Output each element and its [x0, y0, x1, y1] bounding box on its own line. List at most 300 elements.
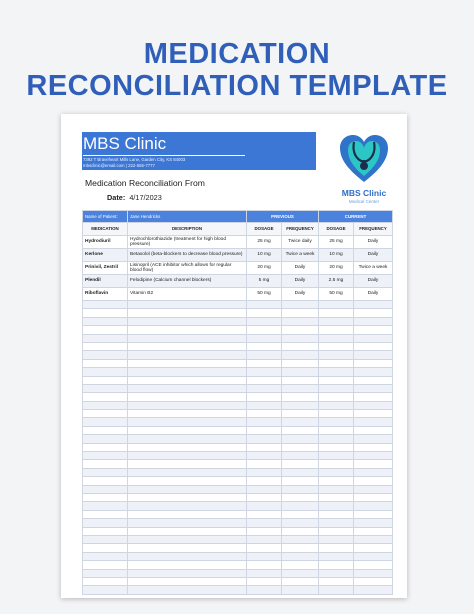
empty-cell[interactable] — [83, 577, 128, 585]
clinic-name: MBS Clinic — [83, 134, 167, 153]
empty-row — [83, 527, 393, 535]
empty-row — [83, 535, 393, 543]
empty-row — [83, 326, 393, 334]
empty-cell[interactable] — [354, 510, 393, 518]
empty-cell[interactable] — [128, 317, 247, 325]
empty-row — [83, 443, 393, 451]
empty-cell[interactable] — [282, 334, 319, 342]
empty-cell[interactable] — [319, 368, 354, 376]
empty-cell[interactable] — [247, 468, 282, 476]
description-cell[interactable]: Felodipine (Calcium channel blockers) — [128, 275, 247, 288]
empty-cell[interactable] — [83, 317, 128, 325]
empty-cell[interactable] — [247, 309, 282, 317]
empty-cell[interactable] — [354, 544, 393, 552]
empty-cell[interactable] — [128, 351, 247, 359]
empty-cell[interactable] — [83, 468, 128, 476]
empty-cell[interactable] — [128, 493, 247, 501]
empty-cell[interactable] — [354, 309, 393, 317]
empty-cell[interactable] — [354, 552, 393, 560]
empty-cell[interactable] — [282, 561, 319, 569]
empty-cell[interactable] — [128, 334, 247, 342]
empty-row — [83, 544, 393, 552]
empty-cell[interactable] — [83, 502, 128, 510]
empty-row — [83, 410, 393, 418]
empty-cell[interactable] — [128, 552, 247, 560]
empty-cell[interactable] — [247, 535, 282, 543]
empty-cell[interactable] — [83, 393, 128, 401]
table-row — [83, 262, 393, 275]
empty-cell[interactable] — [247, 544, 282, 552]
empty-cell[interactable] — [83, 452, 128, 460]
empty-cell[interactable] — [354, 535, 393, 543]
empty-row — [83, 418, 393, 426]
empty-cell[interactable] — [83, 359, 128, 367]
empty-cell[interactable] — [128, 309, 247, 317]
empty-cell[interactable] — [128, 359, 247, 367]
empty-cell[interactable] — [354, 418, 393, 426]
empty-cell[interactable] — [83, 342, 128, 350]
empty-cell[interactable] — [83, 460, 128, 468]
empty-cell[interactable] — [247, 334, 282, 342]
empty-cell[interactable] — [247, 452, 282, 460]
empty-cell[interactable] — [282, 535, 319, 543]
empty-cell[interactable] — [128, 519, 247, 527]
empty-row — [83, 376, 393, 384]
logo-subtitle: Medical Center — [348, 199, 380, 204]
previous-header: PREVIOUS — [247, 211, 319, 223]
empty-cell[interactable] — [128, 544, 247, 552]
empty-cell[interactable] — [319, 342, 354, 350]
empty-cell[interactable] — [83, 401, 128, 409]
empty-cell[interactable] — [354, 317, 393, 325]
empty-cell[interactable] — [83, 552, 128, 560]
empty-cell[interactable] — [282, 544, 319, 552]
empty-cell[interactable] — [247, 586, 282, 594]
empty-cell[interactable] — [247, 569, 282, 577]
empty-cell[interactable] — [83, 368, 128, 376]
empty-cell[interactable] — [282, 493, 319, 501]
empty-cell[interactable] — [282, 351, 319, 359]
curr-dosage-cell[interactable]: 50 mg — [319, 288, 354, 301]
empty-cell[interactable] — [247, 426, 282, 434]
medication-cell[interactable]: Riboflavin — [83, 288, 128, 301]
curr-dosage-cell[interactable]: 2.5 mg — [319, 275, 354, 288]
empty-cell[interactable] — [319, 301, 354, 309]
empty-cell[interactable] — [247, 435, 282, 443]
table-row — [83, 236, 393, 249]
empty-cell[interactable] — [319, 485, 354, 493]
empty-row — [83, 351, 393, 359]
empty-cell[interactable] — [247, 384, 282, 392]
empty-cell[interactable] — [319, 418, 354, 426]
empty-row — [83, 519, 393, 527]
empty-cell[interactable] — [247, 376, 282, 384]
empty-cell[interactable] — [128, 460, 247, 468]
empty-cell[interactable] — [282, 326, 319, 334]
empty-cell[interactable] — [354, 569, 393, 577]
curr-dosage-cell[interactable]: 10 mg — [319, 249, 354, 262]
medication-cell[interactable]: Prinivil, Zestril — [83, 262, 128, 275]
column-header-row — [83, 223, 393, 236]
empty-row — [83, 301, 393, 309]
empty-cell[interactable] — [282, 317, 319, 325]
empty-cell[interactable] — [83, 535, 128, 543]
empty-cell[interactable] — [282, 468, 319, 476]
empty-cell[interactable] — [128, 418, 247, 426]
clinic-address: 7392 T Braveheart Mills Lane, Garden City, KS 84003 — [83, 157, 186, 162]
empty-cell[interactable] — [247, 443, 282, 451]
empty-cell[interactable] — [282, 519, 319, 527]
empty-cell[interactable] — [128, 510, 247, 518]
empty-row — [83, 485, 393, 493]
empty-cell[interactable] — [319, 561, 354, 569]
prev-frequency-cell[interactable]: Daily — [282, 275, 319, 288]
empty-row — [83, 502, 393, 510]
empty-cell[interactable] — [319, 510, 354, 518]
empty-cell[interactable] — [128, 435, 247, 443]
empty-cell[interactable] — [128, 384, 247, 392]
empty-cell[interactable] — [282, 301, 319, 309]
empty-cell[interactable] — [83, 527, 128, 535]
empty-cell[interactable] — [282, 435, 319, 443]
empty-cell[interactable] — [247, 393, 282, 401]
banner-divider — [83, 155, 245, 156]
empty-cell[interactable] — [282, 443, 319, 451]
empty-cell[interactable] — [247, 519, 282, 527]
empty-cell[interactable] — [247, 527, 282, 535]
empty-cell[interactable] — [354, 493, 393, 501]
empty-cell[interactable] — [319, 326, 354, 334]
empty-cell[interactable] — [247, 502, 282, 510]
empty-cell[interactable] — [247, 460, 282, 468]
empty-cell[interactable] — [354, 410, 393, 418]
empty-cell[interactable] — [247, 561, 282, 569]
empty-cell[interactable] — [128, 410, 247, 418]
patient-label: Name of Patient: — [83, 211, 128, 223]
empty-cell[interactable] — [282, 393, 319, 401]
empty-cell[interactable] — [319, 468, 354, 476]
empty-cell[interactable] — [282, 577, 319, 585]
date-field — [107, 193, 162, 202]
empty-cell[interactable] — [354, 502, 393, 510]
prev-frequency-cell[interactable]: Twice a week — [282, 249, 319, 262]
medication-table — [82, 210, 393, 595]
empty-cell[interactable] — [128, 468, 247, 476]
empty-row — [83, 342, 393, 350]
empty-cell[interactable] — [128, 586, 247, 594]
empty-cell[interactable] — [354, 435, 393, 443]
empty-cell[interactable] — [282, 309, 319, 317]
table-row — [83, 288, 393, 301]
empty-cell[interactable] — [83, 493, 128, 501]
empty-cell[interactable] — [83, 426, 128, 434]
empty-cell[interactable] — [128, 376, 247, 384]
prev-dosage-cell[interactable]: 5 mg — [247, 275, 282, 288]
empty-row — [83, 368, 393, 376]
prev-dosage-cell[interactable]: 50 mg — [247, 288, 282, 301]
curr-dosage-cell[interactable]: 20 mg — [319, 262, 354, 275]
empty-cell[interactable] — [282, 401, 319, 409]
empty-cell[interactable] — [354, 468, 393, 476]
empty-cell[interactable] — [282, 376, 319, 384]
empty-cell[interactable] — [282, 452, 319, 460]
empty-cell[interactable] — [282, 359, 319, 367]
form-title: Medication Reconciliation From — [85, 178, 205, 188]
empty-cell[interactable] — [354, 586, 393, 594]
empty-cell[interactable] — [83, 510, 128, 518]
date-value: 4/17/2023 — [129, 193, 162, 202]
empty-cell[interactable] — [319, 384, 354, 392]
empty-cell[interactable] — [128, 426, 247, 434]
empty-cell[interactable] — [83, 544, 128, 552]
empty-cell[interactable] — [247, 301, 282, 309]
empty-cell[interactable] — [247, 510, 282, 518]
empty-row — [83, 510, 393, 518]
col-curr-frequency: FREQUENCY — [354, 223, 393, 236]
empty-cell[interactable] — [319, 452, 354, 460]
empty-cell[interactable] — [282, 527, 319, 535]
empty-cell[interactable] — [128, 577, 247, 585]
empty-cell[interactable] — [319, 334, 354, 342]
empty-cell[interactable] — [282, 586, 319, 594]
empty-cell[interactable] — [128, 535, 247, 543]
empty-cell[interactable] — [128, 485, 247, 493]
empty-cell[interactable] — [319, 443, 354, 451]
empty-cell[interactable] — [83, 334, 128, 342]
empty-cell[interactable] — [319, 544, 354, 552]
empty-cell[interactable] — [247, 577, 282, 585]
col-prev-dosage: DOSAGE — [247, 223, 282, 236]
empty-cell[interactable] — [247, 401, 282, 409]
curr-frequency-cell[interactable]: Daily — [354, 288, 393, 301]
empty-cell[interactable] — [354, 426, 393, 434]
empty-row — [83, 393, 393, 401]
empty-cell[interactable] — [128, 502, 247, 510]
empty-cell[interactable] — [282, 485, 319, 493]
patient-name[interactable]: Jane Hendricks — [128, 211, 247, 223]
empty-cell[interactable] — [83, 477, 128, 485]
empty-cell[interactable] — [128, 342, 247, 350]
empty-cell[interactable] — [128, 443, 247, 451]
empty-cell[interactable] — [319, 309, 354, 317]
description-cell[interactable]: Lisinopril (ACE inhibitor which allows for regular blood flow) — [128, 262, 247, 275]
empty-cell[interactable] — [354, 368, 393, 376]
prev-frequency-cell[interactable]: Daily — [282, 288, 319, 301]
empty-cell[interactable] — [247, 342, 282, 350]
empty-cell[interactable] — [354, 334, 393, 342]
empty-row — [83, 435, 393, 443]
empty-cell[interactable] — [128, 401, 247, 409]
prev-frequency-cell[interactable]: Daily — [282, 262, 319, 275]
empty-cell[interactable] — [354, 527, 393, 535]
empty-cell[interactable] — [83, 519, 128, 527]
empty-cell[interactable] — [354, 452, 393, 460]
empty-cell[interactable] — [247, 351, 282, 359]
empty-cell[interactable] — [354, 460, 393, 468]
clinic-contact: mbsclinic@email.com | 222-555-7777 — [83, 163, 155, 168]
medication-cell[interactable]: Plendil — [83, 275, 128, 288]
empty-cell[interactable] — [354, 577, 393, 585]
description-cell[interactable]: Betaxolol (beta-blockers to decrease blood pressure) — [128, 249, 247, 262]
empty-cell[interactable] — [319, 426, 354, 434]
empty-cell[interactable] — [354, 351, 393, 359]
curr-frequency-cell[interactable]: Daily — [354, 236, 393, 249]
empty-cell[interactable] — [319, 569, 354, 577]
empty-cell[interactable] — [354, 477, 393, 485]
empty-cell[interactable] — [83, 485, 128, 493]
empty-cell[interactable] — [83, 384, 128, 392]
empty-cell[interactable] — [83, 586, 128, 594]
empty-cell[interactable] — [282, 426, 319, 434]
empty-cell[interactable] — [319, 527, 354, 535]
empty-cell[interactable] — [282, 569, 319, 577]
empty-cell[interactable] — [83, 410, 128, 418]
empty-cell[interactable] — [128, 393, 247, 401]
empty-cell[interactable] — [247, 359, 282, 367]
empty-cell[interactable] — [83, 326, 128, 334]
empty-cell[interactable] — [247, 485, 282, 493]
empty-row — [83, 493, 393, 501]
empty-cell[interactable] — [128, 301, 247, 309]
empty-cell[interactable] — [247, 418, 282, 426]
col-medication: MEDICATION — [83, 223, 128, 236]
empty-cell[interactable] — [128, 569, 247, 577]
empty-cell[interactable] — [282, 410, 319, 418]
empty-cell[interactable] — [319, 477, 354, 485]
description-cell[interactable]: Vitamin B2 — [128, 288, 247, 301]
empty-cell[interactable] — [282, 460, 319, 468]
empty-cell[interactable] — [83, 435, 128, 443]
empty-cell[interactable] — [319, 393, 354, 401]
empty-cell[interactable] — [247, 326, 282, 334]
patient-header-row — [83, 211, 393, 223]
empty-cell[interactable] — [319, 460, 354, 468]
description-cell[interactable]: Hydrochlorothiazide (treatment for high blood pressure) — [128, 236, 247, 249]
empty-cell[interactable] — [282, 477, 319, 485]
empty-row — [83, 577, 393, 585]
empty-cell[interactable] — [354, 376, 393, 384]
empty-cell[interactable] — [128, 527, 247, 535]
empty-cell[interactable] — [319, 401, 354, 409]
empty-cell[interactable] — [319, 577, 354, 585]
empty-cell[interactable] — [354, 485, 393, 493]
empty-cell[interactable] — [247, 317, 282, 325]
empty-cell[interactable] — [247, 368, 282, 376]
empty-row — [83, 426, 393, 434]
empty-cell[interactable] — [83, 376, 128, 384]
table-row — [83, 275, 393, 288]
empty-cell[interactable] — [128, 452, 247, 460]
empty-cell[interactable] — [282, 368, 319, 376]
empty-row — [83, 317, 393, 325]
empty-cell[interactable] — [83, 309, 128, 317]
current-header: CURRENT — [319, 211, 393, 223]
empty-cell[interactable] — [282, 552, 319, 560]
document-sheet — [61, 114, 407, 598]
empty-cell[interactable] — [247, 493, 282, 501]
empty-cell[interactable] — [354, 359, 393, 367]
empty-cell[interactable] — [83, 351, 128, 359]
empty-cell[interactable] — [354, 401, 393, 409]
empty-cell[interactable] — [83, 418, 128, 426]
curr-frequency-cell[interactable]: Daily — [354, 249, 393, 262]
prev-dosage-cell[interactable]: 20 mg — [247, 262, 282, 275]
empty-row — [83, 477, 393, 485]
empty-row — [83, 452, 393, 460]
empty-row — [83, 359, 393, 367]
poster-title-line2: RECONCILIATION TEMPLATE — [26, 70, 448, 102]
medication-cell[interactable]: Hydrodiuril — [83, 236, 128, 249]
empty-row — [83, 309, 393, 317]
empty-cell[interactable] — [319, 435, 354, 443]
empty-row — [83, 401, 393, 409]
empty-cell[interactable] — [319, 351, 354, 359]
empty-cell[interactable] — [319, 493, 354, 501]
empty-cell[interactable] — [319, 535, 354, 543]
curr-frequency-cell[interactable]: Twice a week — [354, 262, 393, 275]
empty-cell[interactable] — [247, 410, 282, 418]
empty-cell[interactable] — [128, 326, 247, 334]
empty-cell[interactable] — [354, 561, 393, 569]
date-label: Date: — [107, 193, 126, 202]
poster-title-line1: MEDICATION — [143, 38, 331, 70]
empty-cell[interactable] — [83, 569, 128, 577]
empty-cell[interactable] — [282, 342, 319, 350]
empty-cell[interactable] — [128, 561, 247, 569]
empty-row — [83, 334, 393, 342]
empty-cell[interactable] — [282, 502, 319, 510]
curr-frequency-cell[interactable]: Daily — [354, 275, 393, 288]
curr-dosage-cell[interactable]: 25 mg — [319, 236, 354, 249]
prev-frequency-cell[interactable]: Twice daily — [282, 236, 319, 249]
col-description: DESCRIPTION — [128, 223, 247, 236]
empty-row — [83, 384, 393, 392]
empty-cell[interactable] — [354, 326, 393, 334]
empty-cell[interactable] — [354, 301, 393, 309]
empty-cell[interactable] — [128, 368, 247, 376]
empty-row — [83, 569, 393, 577]
empty-cell[interactable] — [247, 477, 282, 485]
empty-cell[interactable] — [319, 376, 354, 384]
table-row — [83, 249, 393, 262]
empty-cell[interactable] — [354, 342, 393, 350]
empty-row — [83, 561, 393, 569]
empty-cell[interactable] — [354, 393, 393, 401]
empty-cell[interactable] — [354, 519, 393, 527]
empty-cell[interactable] — [83, 301, 128, 309]
empty-cell[interactable] — [83, 443, 128, 451]
logo-name: MBS Clinic — [341, 188, 387, 198]
empty-cell[interactable] — [83, 561, 128, 569]
empty-cell[interactable] — [319, 359, 354, 367]
prev-dosage-cell[interactable]: 25 mg — [247, 236, 282, 249]
empty-cell[interactable] — [319, 586, 354, 594]
empty-cell[interactable] — [354, 384, 393, 392]
empty-cell[interactable] — [282, 418, 319, 426]
empty-cell[interactable] — [319, 519, 354, 527]
empty-cell[interactable] — [319, 317, 354, 325]
medication-cell[interactable]: Kerlone — [83, 249, 128, 262]
prev-dosage-cell[interactable]: 10 mg — [247, 249, 282, 262]
empty-cell[interactable] — [319, 410, 354, 418]
empty-cell[interactable] — [282, 510, 319, 518]
empty-cell[interactable] — [354, 443, 393, 451]
empty-cell[interactable] — [128, 477, 247, 485]
empty-cell[interactable] — [319, 552, 354, 560]
empty-cell[interactable] — [282, 384, 319, 392]
empty-cell[interactable] — [319, 502, 354, 510]
empty-cell[interactable] — [247, 552, 282, 560]
